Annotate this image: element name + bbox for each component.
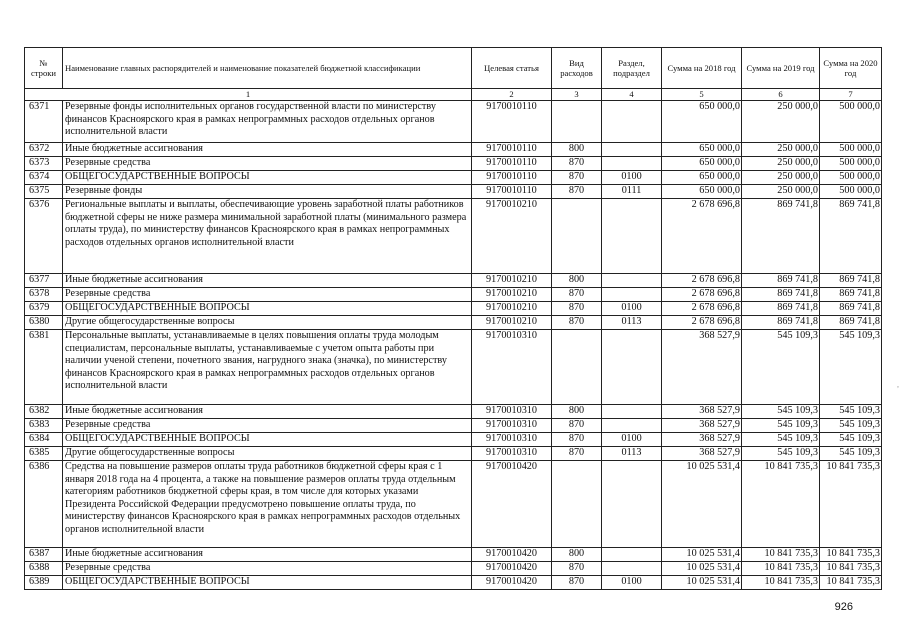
row-expense-type: 870 [552,576,602,590]
row-name: ОБЩЕГОСУДАРСТВЕННЫЕ ВОПРОСЫ [63,171,472,185]
row-sum-2018: 368 527,9 [662,330,742,405]
row-sum-2019: 250 000,0 [742,157,820,171]
row-target-article: 9170010110 [472,171,552,185]
row-target-article: 9170010420 [472,548,552,562]
header-expense-type: Вид расходов [552,48,602,89]
row-section: 0113 [602,447,662,461]
row-expense-type: 870 [552,157,602,171]
column-number: 3 [552,89,602,101]
row-sum-2020: 500 000,0 [820,143,882,157]
row-sum-2020: 869 741,8 [820,316,882,330]
row-sum-2020: 10 841 735,3 [820,576,882,590]
row-sum-2019: 250 000,0 [742,171,820,185]
row-target-article: 9170010310 [472,405,552,419]
row-sum-2019: 10 841 735,3 [742,548,820,562]
row-sum-2020: 545 109,3 [820,419,882,433]
row-sum-2018: 650 000,0 [662,171,742,185]
row-target-article: 9170010210 [472,288,552,302]
row-name: Другие общегосударственные вопросы [63,447,472,461]
row-sum-2020: 869 741,8 [820,199,882,274]
row-target-article: 9170010310 [472,433,552,447]
row-sum-2020: 545 109,3 [820,405,882,419]
row-name: Иные бюджетные ассигнования [63,405,472,419]
row-number: 6379 [25,302,63,316]
budget-table [24,47,882,590]
row-number: 6389 [25,576,63,590]
header-row [25,48,882,89]
row-section: 0100 [602,302,662,316]
row-section [602,143,662,157]
row-number: 6388 [25,562,63,576]
row-sum-2019: 250 000,0 [742,101,820,143]
row-sum-2018: 2 678 696,8 [662,302,742,316]
row-target-article: 9170010110 [472,101,552,143]
row-sum-2018: 10 025 531,4 [662,461,742,548]
row-target-article: 9170010110 [472,185,552,199]
header-row-number: № строки [25,48,63,89]
column-number: 1 [25,89,472,101]
table-row [25,143,882,157]
row-expense-type: 800 [552,143,602,157]
header-target-article: Целевая статья [472,48,552,89]
table-row [25,185,882,199]
row-name: Резервные фонды исполнительных органов государственной власти по министерству финансов Красноярского края в рамках непрограммных расходов отдельных органов исполнительной власти [63,101,472,143]
row-section [602,461,662,548]
row-sum-2019: 869 741,8 [742,288,820,302]
table-row [25,199,882,274]
row-sum-2019: 545 109,3 [742,447,820,461]
table-row [25,330,882,405]
row-number: 6380 [25,316,63,330]
row-target-article: 9170010110 [472,143,552,157]
table-row [25,433,882,447]
row-name: Персональные выплаты, устанавливаемые в целях повышения оплаты труда молодым специалистам, персональные выплаты, устанавливаемые с учетом опыта работы при наличии ученой степени, почетного звания, нагрудного знака (значка), по министерству финансов Красноярского края в рамках непрограммных расходов отдельных органов исполнительной власти [63,330,472,405]
row-sum-2020: 500 000,0 [820,101,882,143]
row-sum-2019: 10 841 735,3 [742,576,820,590]
row-number: 6385 [25,447,63,461]
row-name: Резервные фонды [63,185,472,199]
row-expense-type: 870 [552,433,602,447]
row-sum-2020: 500 000,0 [820,171,882,185]
row-section: 0100 [602,171,662,185]
row-sum-2018: 2 678 696,8 [662,288,742,302]
row-section: 0111 [602,185,662,199]
row-section [602,274,662,288]
row-section: 0100 [602,433,662,447]
table-row [25,447,882,461]
row-expense-type: 870 [552,419,602,433]
row-sum-2020: 500 000,0 [820,157,882,171]
row-target-article: 9170010210 [472,302,552,316]
row-section [602,101,662,143]
header-sum-2018: Сумма на 2018 год [662,48,742,89]
row-sum-2018: 2 678 696,8 [662,274,742,288]
row-number: 6373 [25,157,63,171]
row-target-article: 9170010420 [472,562,552,576]
row-sum-2020: 869 741,8 [820,288,882,302]
row-expense-type: 870 [552,447,602,461]
row-number: 6387 [25,548,63,562]
column-number-row [25,89,882,101]
row-expense-type [552,101,602,143]
row-target-article: 9170010210 [472,274,552,288]
row-sum-2019: 10 841 735,3 [742,562,820,576]
row-expense-type: 800 [552,405,602,419]
row-expense-type [552,461,602,548]
row-number: 6372 [25,143,63,157]
row-target-article: 9170010420 [472,576,552,590]
row-name: Резервные средства [63,288,472,302]
row-sum-2020: 500 000,0 [820,185,882,199]
row-section [602,548,662,562]
row-expense-type: 870 [552,185,602,199]
row-section [602,405,662,419]
column-number: 4 [602,89,662,101]
table-row [25,419,882,433]
row-target-article: 9170010310 [472,419,552,433]
row-number: 6383 [25,419,63,433]
row-sum-2019: 10 841 735,3 [742,461,820,548]
row-number: 6374 [25,171,63,185]
row-expense-type: 870 [552,171,602,185]
row-expense-type [552,330,602,405]
table-row [25,548,882,562]
row-number: 6384 [25,433,63,447]
table-row [25,157,882,171]
table-row [25,316,882,330]
row-sum-2019: 869 741,8 [742,199,820,274]
row-target-article: 9170010310 [472,330,552,405]
row-sum-2019: 869 741,8 [742,274,820,288]
row-sum-2018: 10 025 531,4 [662,548,742,562]
row-number: 6376 [25,199,63,274]
row-section [602,562,662,576]
row-number: 6371 [25,101,63,143]
row-sum-2018: 2 678 696,8 [662,199,742,274]
table-row [25,288,882,302]
row-sum-2019: 545 109,3 [742,330,820,405]
row-number: 6381 [25,330,63,405]
row-sum-2018: 368 527,9 [662,433,742,447]
table-row [25,274,882,288]
table-row [25,101,882,143]
row-expense-type: 800 [552,548,602,562]
row-section [602,157,662,171]
row-section [602,199,662,274]
row-target-article: 9170010210 [472,316,552,330]
row-expense-type: 870 [552,562,602,576]
row-sum-2018: 368 527,9 [662,447,742,461]
row-sum-2018: 650 000,0 [662,101,742,143]
row-sum-2019: 545 109,3 [742,419,820,433]
row-section [602,288,662,302]
row-expense-type: 870 [552,288,602,302]
page-number: 926 [834,601,853,613]
column-number: 7 [820,89,882,101]
row-name: Региональные выплаты и выплаты, обеспечивающие уровень заработной платы работников бюджетной сферы не ниже размера минимальной заработной платы (минимального размера оплаты труда), по министерству финансов Красноярского края в рамках непрограммных расходов отдельных органов исполнительной власти [63,199,472,274]
table-row [25,302,882,316]
row-target-article: 9170010420 [472,461,552,548]
table-row [25,171,882,185]
row-target-article: 9170010110 [472,157,552,171]
row-sum-2019: 545 109,3 [742,405,820,419]
header-section: Раздел, подраздел [602,48,662,89]
row-section: 0100 [602,576,662,590]
row-name: Резервные средства [63,419,472,433]
row-sum-2020: 545 109,3 [820,447,882,461]
row-sum-2020: 869 741,8 [820,274,882,288]
row-expense-type: 870 [552,316,602,330]
row-sum-2020: 10 841 735,3 [820,548,882,562]
row-sum-2018: 2 678 696,8 [662,316,742,330]
row-sum-2018: 10 025 531,4 [662,576,742,590]
row-number: 6382 [25,405,63,419]
row-target-article: 9170010310 [472,447,552,461]
margin-mark: , [897,380,899,389]
row-section [602,330,662,405]
row-section: 0113 [602,316,662,330]
column-number: 2 [472,89,552,101]
row-expense-type: 800 [552,274,602,288]
row-sum-2020: 869 741,8 [820,302,882,316]
row-name: Резервные средства [63,157,472,171]
row-sum-2018: 650 000,0 [662,143,742,157]
row-name: Другие общегосударственные вопросы [63,316,472,330]
row-number: 6377 [25,274,63,288]
row-name: ОБЩЕГОСУДАРСТВЕННЫЕ ВОПРОСЫ [63,576,472,590]
header-name: Наименование главных распорядителей и наименование показателей бюджетной классификации [63,48,472,89]
row-sum-2018: 368 527,9 [662,419,742,433]
row-name: Средства на повышение размеров оплаты труда работников бюджетной сферы края с 1 января 2018 года на 4 процента, а также на повышение размеров оплаты труда отдельным категориям работников бюджетной сферы края, в том числе для которых указами Президента Российской Федерации предусмотрено повышение оплаты труда, по министерству финансов Красноярского края в рамках непрограммных расходов отдельных органов исполнительной власти [63,461,472,548]
table-row [25,576,882,590]
row-sum-2019: 869 741,8 [742,302,820,316]
row-name: Иные бюджетные ассигнования [63,274,472,288]
column-number: 6 [742,89,820,101]
row-number: 6386 [25,461,63,548]
row-number: 6378 [25,288,63,302]
row-sum-2019: 250 000,0 [742,185,820,199]
row-sum-2019: 545 109,3 [742,433,820,447]
row-sum-2019: 250 000,0 [742,143,820,157]
row-section [602,419,662,433]
row-expense-type: 870 [552,302,602,316]
row-name: ОБЩЕГОСУДАРСТВЕННЫЕ ВОПРОСЫ [63,302,472,316]
row-sum-2020: 10 841 735,3 [820,562,882,576]
row-name: Резервные средства [63,562,472,576]
table-body [25,101,882,590]
header-sum-2020: Сумма на 2020 год [820,48,882,89]
row-name: ОБЩЕГОСУДАРСТВЕННЫЕ ВОПРОСЫ [63,433,472,447]
row-target-article: 9170010210 [472,199,552,274]
row-sum-2020: 545 109,3 [820,433,882,447]
row-sum-2020: 545 109,3 [820,330,882,405]
row-sum-2020: 10 841 735,3 [820,461,882,548]
row-sum-2018: 368 527,9 [662,405,742,419]
table-row [25,405,882,419]
row-expense-type [552,199,602,274]
row-sum-2018: 650 000,0 [662,185,742,199]
row-name: Иные бюджетные ассигнования [63,548,472,562]
row-sum-2019: 869 741,8 [742,316,820,330]
table-row [25,562,882,576]
row-sum-2018: 10 025 531,4 [662,562,742,576]
header-sum-2019: Сумма на 2019 год [742,48,820,89]
table-row [25,461,882,548]
row-sum-2018: 650 000,0 [662,157,742,171]
row-number: 6375 [25,185,63,199]
column-number: 5 [662,89,742,101]
row-name: Иные бюджетные ассигнования [63,143,472,157]
